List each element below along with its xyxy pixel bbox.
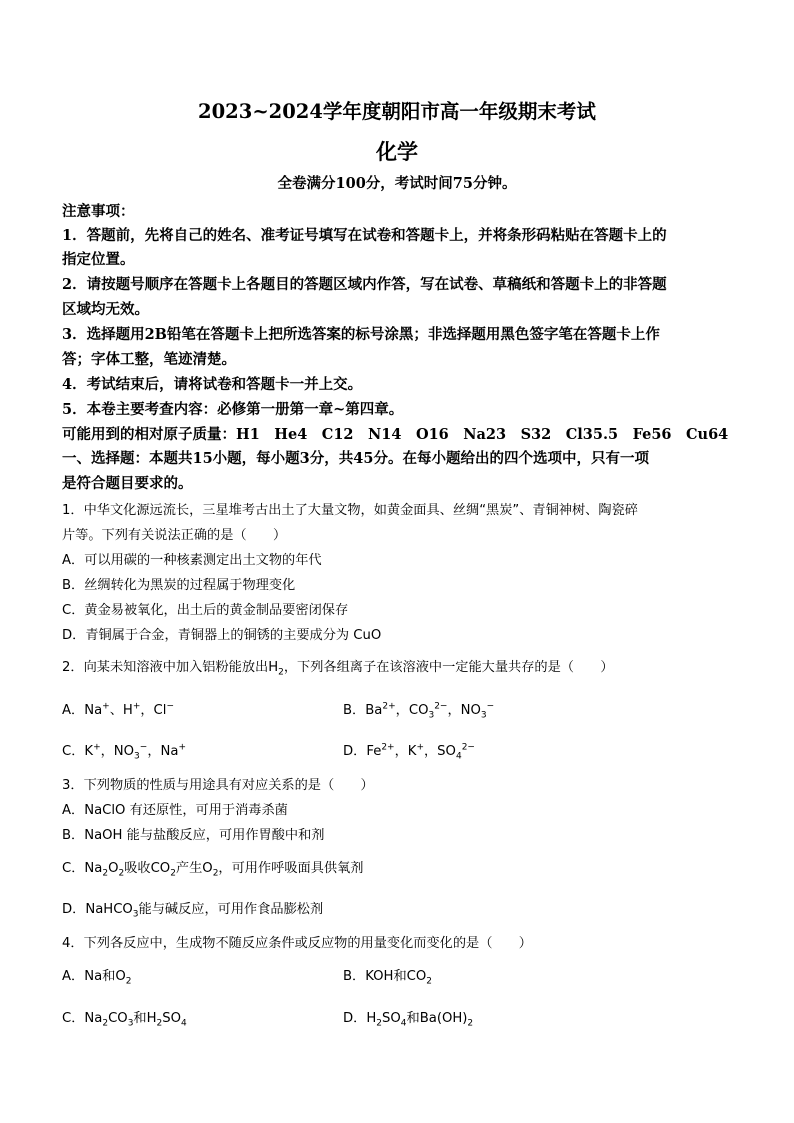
notes-heading: 注意事项：	[62, 203, 135, 220]
note-line: 1．答题前，先将自己的姓名、准考证号填写在试卷和答题卡上，并将条形码粘贴在答题卡上的	[62, 227, 667, 244]
subject-title: 化学	[376, 139, 418, 164]
q2-option-a: A．Na+、H+，Cl−	[62, 701, 174, 718]
section-heading: 一、选择题：本题共15小题，每小题3分，共45分。在每小题给出的四个选项中，只有一项	[62, 450, 649, 467]
q4-option-a: A．Na和$O_2$	[62, 969, 132, 987]
note-line: 答；字体工整，笔迹清楚。	[62, 351, 236, 368]
q2-stem: 2．向某未知溶液中加入铝粉能放出$H_2$，下列各组离子在该溶液中一定能大量共存的是（ ）	[62, 660, 614, 678]
q1-option-b: B．丝绸转化为黑炭的过程属于物理变化	[62, 578, 296, 593]
q2-option-b: B．$Ba^{2+}$，$CO_3^{2-}$，$NO_3^-$	[343, 701, 495, 721]
q1-option-c: C．黄金易被氧化，出土后的黄金制品要密闭保存	[62, 603, 349, 618]
q3-option-c: C．$Na_2O_2$吸收$CO_2$产生$O_2$，可用作呼吸面具供氧剂	[62, 861, 364, 879]
q3-option-b: B．NaOH 能与盐酸反应，可用作胃酸中和剂	[62, 828, 325, 843]
exam-info: 全卷满分100分，考试时间75分钟。	[277, 175, 517, 192]
note-line: 5．本卷主要考查内容：必修第一册第一章~第四章。	[62, 401, 404, 418]
q1-option-a: A．可以用碳的一种核素测定出土文物的年代	[62, 553, 322, 568]
atomic-mass-line: 可能用到的相对原子质量：H1 He4 C12 N14 O16 Na23 S32 Cl35.5 Fe56 Cu64	[62, 426, 729, 443]
note-line: 3．选择题用2B铅笔在答题卡上把所选答案的标号涂黑；非选择题用黑色签字笔在答题卡上作	[62, 326, 660, 343]
q2-option-d: D．$Fe^{2+}$，K+，$SO_4^{2-}$	[343, 742, 475, 762]
q3-option-a: A．NaClO 有还原性，可用于消毒杀菌	[62, 803, 288, 818]
q4-stem: 4．下列各反应中，生成物不随反应条件或反应物的用量变化而变化的是（ ）	[62, 936, 532, 951]
q3-option-d: D．NaHCO$_3$能与碱反应，可用作食品膨松剂	[62, 902, 324, 920]
note-line: 4．考试结束后，请将试卷和答题卡一并上交。	[62, 376, 363, 393]
note-line: 区域均无效。	[62, 301, 149, 318]
q2-option-c: C．K+，$NO_3^-$，Na+	[62, 742, 187, 762]
note-line: 指定位置。	[62, 251, 135, 268]
q4-option-b: B．KOH和$CO_2$	[343, 969, 432, 987]
q1-stem-cont: 片等。下列有关说法正确的是（ ）	[62, 528, 287, 543]
q4-option-c: C．$Na_2CO_3$和$H_2SO_4$	[62, 1011, 187, 1029]
note-line: 2．请按题号顺序在答题卡上各题目的答题区域内作答，写在试卷、草稿纸和答题卡上的非答题	[62, 276, 667, 293]
exam-title: 2023~2024学年度朝阳市高一年级期末考试	[198, 100, 596, 123]
section-heading-cont: 是符合题目要求的。	[62, 475, 193, 492]
q1-stem: 1．中华文化源远流长，三星堆考古出土了大量文物，如黄金面具、丝绸“黑炭”、青铜神树、陶瓷碎	[62, 503, 638, 518]
q4-option-d: D．$H_2SO_4$和$Ba(OH)_2$	[343, 1011, 474, 1029]
q3-stem: 3．下列物质的性质与用途具有对应关系的是（ ）	[62, 778, 374, 793]
q1-option-d: D．青铜属于合金，青铜器上的铜锈的主要成分为 CuO	[62, 628, 382, 643]
